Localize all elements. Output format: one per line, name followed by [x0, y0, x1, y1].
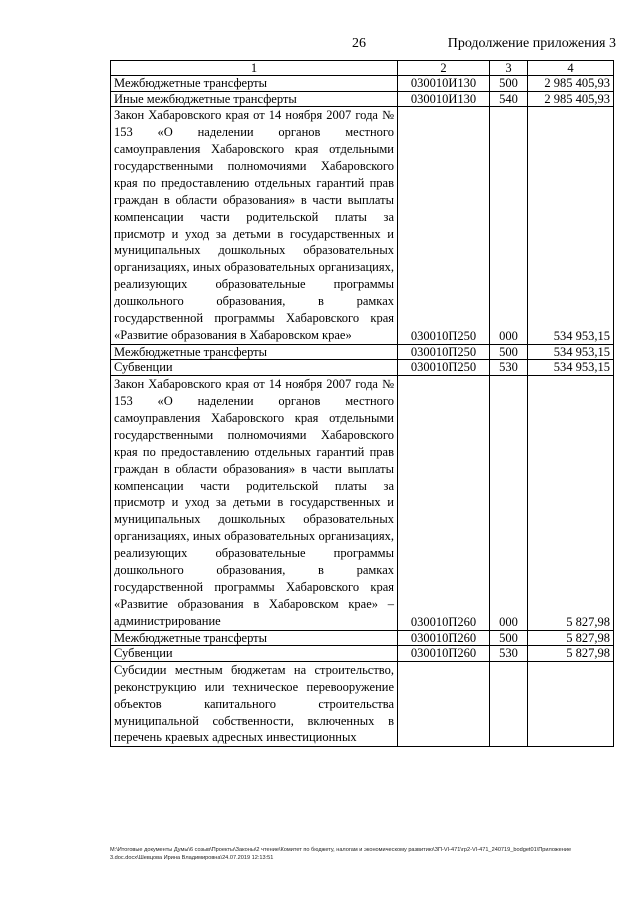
row-target-code: 030010И130	[398, 76, 490, 92]
row-target-code: 030010П250	[398, 360, 490, 376]
table-row	[111, 646, 614, 662]
column-header-1: 1	[111, 61, 398, 76]
row-expense-type: 000	[490, 107, 528, 345]
row-target-code	[398, 661, 490, 747]
row-name: Закон Хабаровского края от 14 ноября 2007 года № 153 «О наделении органов местного самоуправления Хабаровского края отдельными государственными полномочиями Хабаровского края по предоставлению отдельных гарантий прав граждан в области образования» в части выплаты компенсации части родительской платы за присмотр и уход за детьми в государственных и муниципальных дошкольных образовательных организациях, иных образовательных организациях, реализующих образовательные программы дошкольного образования, в рамках государственной программы Хабаровского края «Развитие образования в Хабаровском крае»	[111, 107, 398, 345]
row-expense-type: 530	[490, 360, 528, 376]
page-number: 26	[352, 36, 366, 51]
row-amount: 2 985 405,93	[528, 76, 614, 92]
column-header-3: 3	[490, 61, 528, 76]
row-target-code: 030010И130	[398, 91, 490, 107]
row-expense-type: 500	[490, 630, 528, 646]
table-row	[111, 107, 614, 345]
row-expense-type: 530	[490, 646, 528, 662]
row-expense-type: 500	[490, 344, 528, 360]
row-amount: 534 953,15	[528, 107, 614, 345]
row-expense-type: 500	[490, 76, 528, 92]
row-target-code: 030010П260	[398, 646, 490, 662]
table-row	[111, 344, 614, 360]
table-row	[111, 76, 614, 92]
row-name: Межбюджетные трансферты	[111, 630, 398, 646]
row-amount: 5 827,98	[528, 376, 614, 631]
row-target-code: 030010П250	[398, 344, 490, 360]
row-target-code: 030010П260	[398, 376, 490, 631]
row-name: Межбюджетные трансферты	[111, 76, 398, 92]
row-amount: 534 953,15	[528, 360, 614, 376]
row-expense-type: 540	[490, 91, 528, 107]
document-file-path: M:\Итоговые документы Думы\6 созыв\Проекты\Законы\2 чтение\Комитет по бюджету, налогам и экономическому развитию\ЗП-VI-471\гр2-VI-471_240719_bodget01\Приложение 3.doc.docx\Шевцова Ирина Владимировна\24.07.2019 12:13:51	[110, 847, 572, 861]
appendix-continuation-label: Продолжение приложения 3	[447, 36, 616, 51]
table-row	[111, 91, 614, 107]
row-name: Субсидии местным бюджетам на строительство, реконструкцию или техническое перевооружение объектов капитального строительства муниципальной собственности, включенных в перечень краевых адресных инвестиционных	[111, 661, 398, 747]
row-expense-type	[490, 661, 528, 747]
row-amount: 5 827,98	[528, 646, 614, 662]
row-name: Иные межбюджетные трансферты	[111, 91, 398, 107]
budget-table	[110, 60, 614, 747]
column-header-4: 4	[528, 61, 614, 76]
row-expense-type: 000	[490, 376, 528, 631]
row-amount	[528, 661, 614, 747]
row-name: Субвенции	[111, 360, 398, 376]
row-name: Межбюджетные трансферты	[111, 344, 398, 360]
table-row	[111, 661, 614, 747]
table-row	[111, 360, 614, 376]
table-header-row	[111, 61, 614, 76]
column-header-2: 2	[398, 61, 490, 76]
table-row	[111, 630, 614, 646]
row-name: Закон Хабаровского края от 14 ноября 2007 года № 153 «О наделении органов местного самоуправления Хабаровского края отдельными государственными полномочиями Хабаровского края по предоставлению отдельных гарантий прав граждан в области образования» в части выплаты компенсации части родительской платы за присмотр и уход за детьми в государственных и муниципальных дошкольных образовательных организациях, иных образовательных организациях, реализующих образовательные программы дошкольного образования, в рамках государственной программы Хабаровского края «Развитие образования в Хабаровском крае» – администрирование	[111, 376, 398, 631]
row-name: Субвенции	[111, 646, 398, 662]
row-amount: 534 953,15	[528, 344, 614, 360]
row-target-code: 030010П250	[398, 107, 490, 345]
row-amount: 5 827,98	[528, 630, 614, 646]
row-target-code: 030010П260	[398, 630, 490, 646]
table-row	[111, 376, 614, 631]
row-amount: 2 985 405,93	[528, 91, 614, 107]
